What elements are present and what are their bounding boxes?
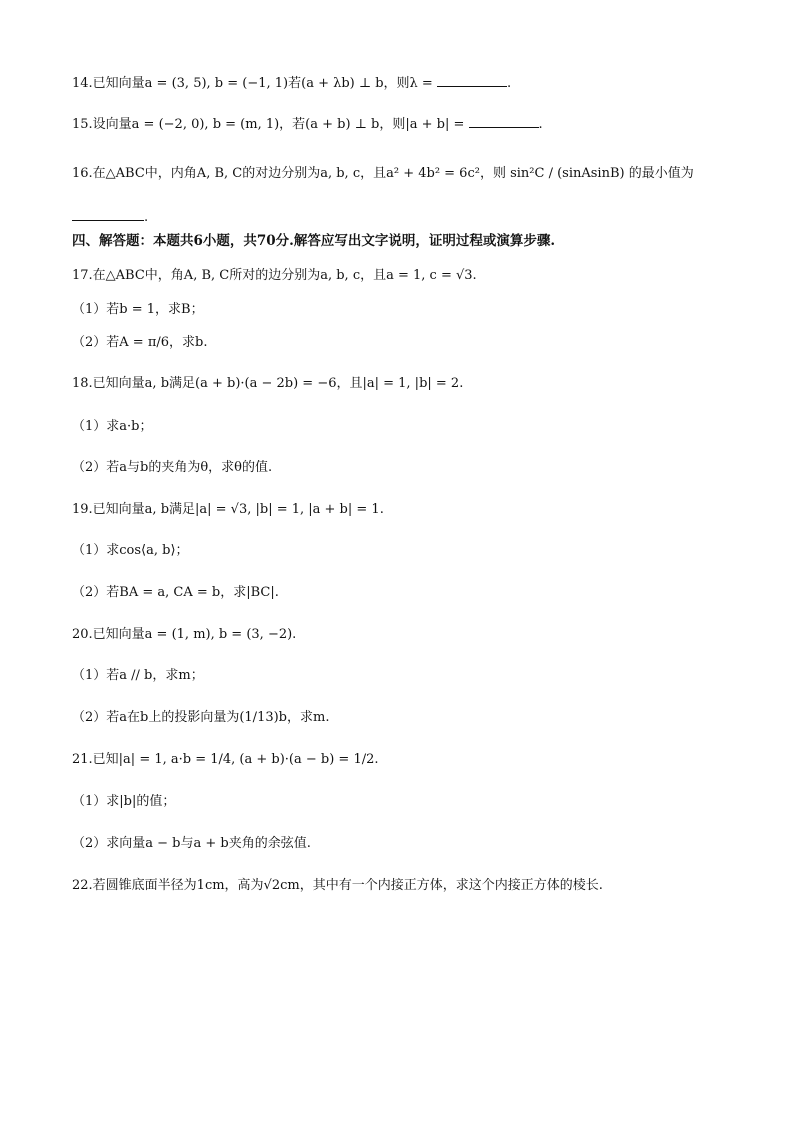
q20-stem: 20.已知向量a = (1, m), b = (3, −2). (72, 627, 297, 642)
problem-16-end: . (144, 210, 149, 225)
section-heading: 四、解答题：本题共6小题，共70分.解答应写出文字说明，证明过程或演算步骤. (72, 233, 556, 249)
q21-stem: 21.已知|a| = 1, a·b = 1/4, (a + b)·(a − b) = 1/2. (72, 752, 379, 767)
problem-14 (72, 72, 511, 94)
problem-14-text: 14.已知向量a = (3, 5), b = (−1, 1)若(a + λb) ⊥ b，则λ = (72, 76, 433, 91)
problem-15-text: 15.设向量a = (−2, 0), b = (m, 1)，若(a + b) ⊥ b，则|a + b| = (72, 117, 465, 132)
q18-part1: （1）求a·b； (72, 419, 153, 434)
q17-part1: （1）若b = 1，求B； (72, 302, 204, 317)
q21-part2: （2）求向量a − b与a + b夹角的余弦值. (72, 836, 311, 851)
answer-blank-15 (469, 113, 539, 128)
q20-part1: （1）若a // b，求m； (72, 668, 204, 683)
problem-16-continued (72, 206, 148, 228)
q19-part2: （2）若BA = a, CA = b，求|BC|. (72, 585, 279, 600)
q19-stem: 19.已知向量a, b满足|a| = √3, |b| = 1, |a + b| = 1. (72, 502, 384, 517)
problem-14-end: . (506, 76, 512, 91)
problem-15-end: . (538, 117, 543, 132)
q19-part1: （1）求cos⟨a, b⟩； (72, 543, 189, 558)
answer-blank-14 (437, 72, 507, 87)
q17-part2: （2）若A = π/6，求b. (72, 335, 208, 350)
problem-16-text: 16.在△ABC中，内角A, B, C的对边分别为a, b, c，且a² + 4b² = 6c²，则 sin²C / (sinAsinB) 的最小值为 (72, 166, 694, 181)
problem-15 (72, 113, 543, 135)
problem-16 (72, 164, 694, 184)
q17-stem: 17.在△ABC中，角A, B, C所对的边分别为a, b, c，且a = 1, c = √3. (72, 268, 477, 283)
q20-part2: （2）若a在b上的投影向量为(1/13)b，求m. (72, 710, 330, 725)
q18-stem: 18.已知向量a, b满足(a + b)·(a − 2b) = −6，且|a| = 1, |b| = 2. (72, 376, 464, 391)
answer-blank-16 (72, 206, 144, 221)
q22-stem: 22.若圆锥底面半径为1cm，高为√2cm，其中有一个内接正方体，求这个内接正方体的棱长. (72, 878, 603, 893)
q21-part1: （1）求|b|的值； (72, 794, 176, 809)
q18-part2: （2）若a与b的夹角为θ，求θ的值. (72, 460, 273, 475)
